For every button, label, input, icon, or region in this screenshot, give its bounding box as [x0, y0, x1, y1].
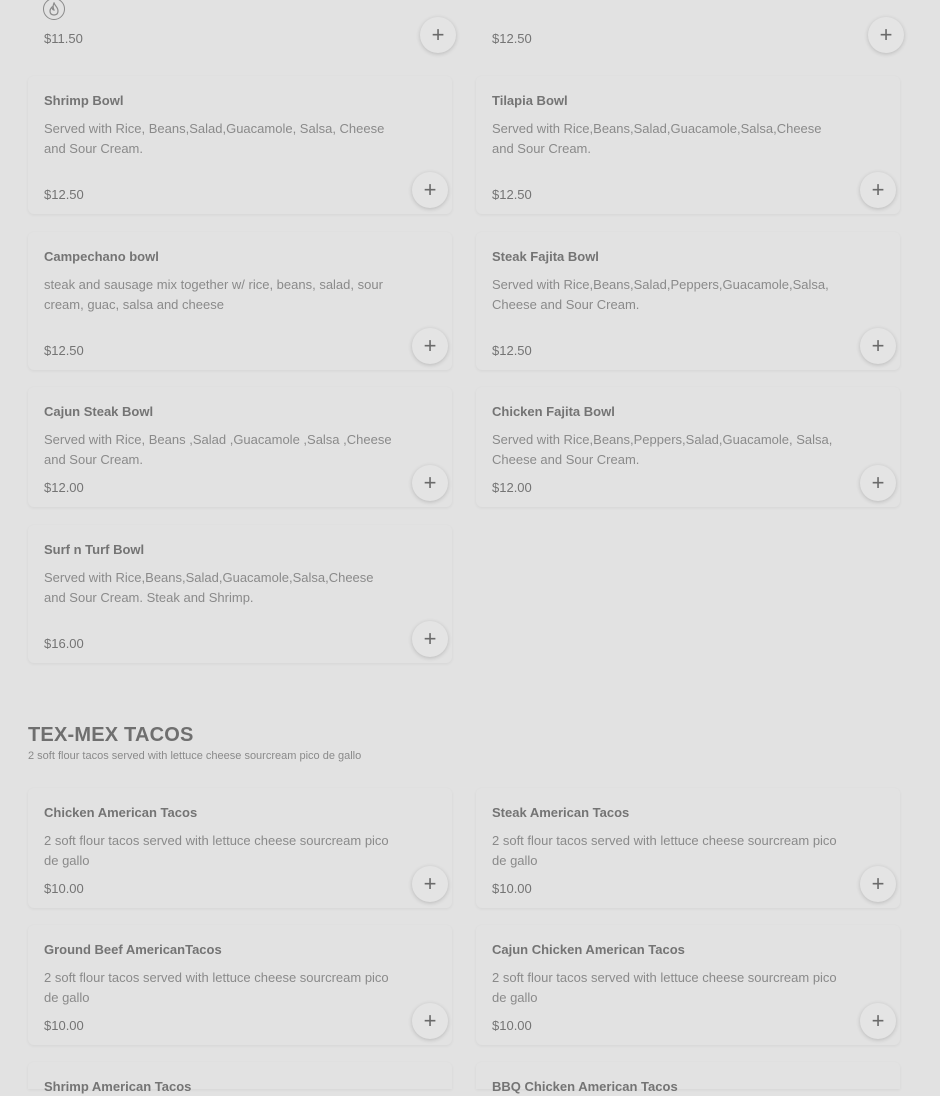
plus-icon: +	[871, 871, 885, 896]
add-item-button[interactable]	[860, 465, 896, 501]
item-price: $10.00	[44, 881, 84, 896]
item-description: Served with Rice,Beans,Peppers,Salad,Guacamole, Salsa, Cheese and Sour Cream.	[492, 432, 833, 467]
plus-icon: +	[423, 470, 437, 495]
item-name: Tilapia Bowl	[492, 93, 568, 108]
item-description: Served with Rice, Beans ,Salad ,Guacamole ,Salsa ,Cheese and Sour Cream.	[44, 432, 392, 467]
add-item-button[interactable]	[860, 328, 896, 364]
add-item-button[interactable]	[412, 1003, 448, 1039]
plus-icon: +	[423, 871, 437, 896]
item-price: $12.00	[492, 480, 532, 495]
item-price: $12.50	[44, 343, 84, 358]
item-price: $12.50	[44, 187, 84, 202]
menu-item-card[interactable]	[28, 232, 452, 370]
item-name: BBQ Chicken American Tacos	[492, 1079, 678, 1094]
plus-icon: +	[871, 333, 885, 358]
menu-item-card[interactable]	[28, 76, 452, 214]
menu-item-card[interactable]	[28, 788, 452, 908]
section-title: TEX-MEX TACOS	[28, 724, 194, 746]
item-name: Chicken Fajita Bowl	[492, 404, 615, 419]
item-price: $10.00	[492, 1018, 532, 1033]
section-subtitle: 2 soft flour tacos served with lettuce cheese sourcream pico de gallo	[28, 750, 362, 762]
plus-icon: +	[423, 1008, 437, 1033]
item-name: Steak American Tacos	[492, 805, 630, 820]
item-price: $11.50	[44, 31, 83, 46]
plus-icon: +	[423, 626, 437, 651]
item-description: 2 soft flour tacos served with lettuce cheese sourcream pico de gallo	[492, 833, 837, 868]
add-item-button[interactable]	[860, 866, 896, 902]
menu-item-card[interactable]	[476, 1062, 900, 1094]
item-price: $10.00	[44, 1018, 84, 1033]
item-name: Chicken American Tacos	[44, 805, 198, 820]
item-description: Served with Rice, Beans,Salad,Guacamole, Salsa, Cheese and Sour Cream.	[44, 121, 385, 156]
item-description: Served with Rice,Beans,Salad,Guacamole,Salsa,Cheese and Sour Cream.	[492, 121, 822, 156]
menu-item-card[interactable]	[28, 525, 452, 663]
add-item-button[interactable]	[412, 172, 448, 208]
menu-item-card[interactable]	[476, 788, 900, 908]
item-description: 2 soft flour tacos served with lettuce cheese sourcream pico de gallo	[44, 833, 389, 868]
item-name: Cajun Steak Bowl	[44, 404, 154, 419]
item-description: Served with Rice,Beans,Salad,Guacamole,Salsa,Cheese and Sour Cream. Steak and Shrimp.	[44, 570, 374, 605]
menu-item-card[interactable]	[476, 76, 900, 214]
item-name: Campechano bowl	[44, 249, 159, 264]
add-item-button[interactable]	[420, 17, 456, 53]
menu-item-card[interactable]	[28, 1062, 452, 1094]
item-description: Served with Rice,Beans,Salad,Peppers,Guacamole,Salsa, Cheese and Sour Cream.	[492, 277, 829, 312]
item-name: Surf n Turf Bowl	[44, 542, 145, 557]
add-item-button[interactable]	[868, 17, 904, 53]
item-name: Shrimp Bowl	[44, 93, 124, 108]
menu-item-card[interactable]	[476, 387, 900, 507]
plus-icon: +	[423, 177, 437, 202]
item-description: 2 soft flour tacos served with lettuce cheese sourcream pico de gallo	[492, 970, 837, 1005]
item-price: $12.50	[492, 343, 532, 358]
add-item-button[interactable]	[412, 866, 448, 902]
plus-icon: +	[423, 333, 437, 358]
plus-icon: +	[871, 1008, 885, 1033]
item-price: $10.00	[492, 881, 532, 896]
plus-icon: +	[871, 470, 885, 495]
add-item-button[interactable]	[412, 465, 448, 501]
item-description: 2 soft flour tacos served with lettuce cheese sourcream pico de gallo	[44, 970, 389, 1005]
item-price: $16.00	[44, 636, 84, 651]
add-item-button[interactable]	[860, 172, 896, 208]
item-name: Cajun Chicken American Tacos	[492, 942, 685, 957]
menu-item-card[interactable]	[476, 925, 900, 1045]
menu-item-card[interactable]	[476, 232, 900, 370]
menu-item-card[interactable]	[28, 925, 452, 1045]
spicy-flame-icon	[43, 0, 65, 20]
add-item-button[interactable]	[412, 328, 448, 364]
item-description: steak and sausage mix together w/ rice, beans, salad, sour cream, guac, salsa and cheese	[44, 277, 383, 312]
item-name: Steak Fajita Bowl	[492, 249, 599, 264]
item-price: $12.50	[492, 187, 532, 202]
menu-item-card[interactable]	[28, 387, 452, 507]
item-name: Shrimp American Tacos	[44, 1079, 192, 1094]
add-item-button[interactable]	[412, 621, 448, 657]
item-name: Ground Beef AmericanTacos	[44, 942, 222, 957]
item-price: $12.00	[44, 480, 84, 495]
add-item-button[interactable]	[860, 1003, 896, 1039]
plus-icon: +	[431, 22, 445, 47]
plus-icon: +	[871, 177, 885, 202]
plus-icon: +	[879, 22, 893, 47]
item-price: $12.50	[492, 31, 532, 46]
